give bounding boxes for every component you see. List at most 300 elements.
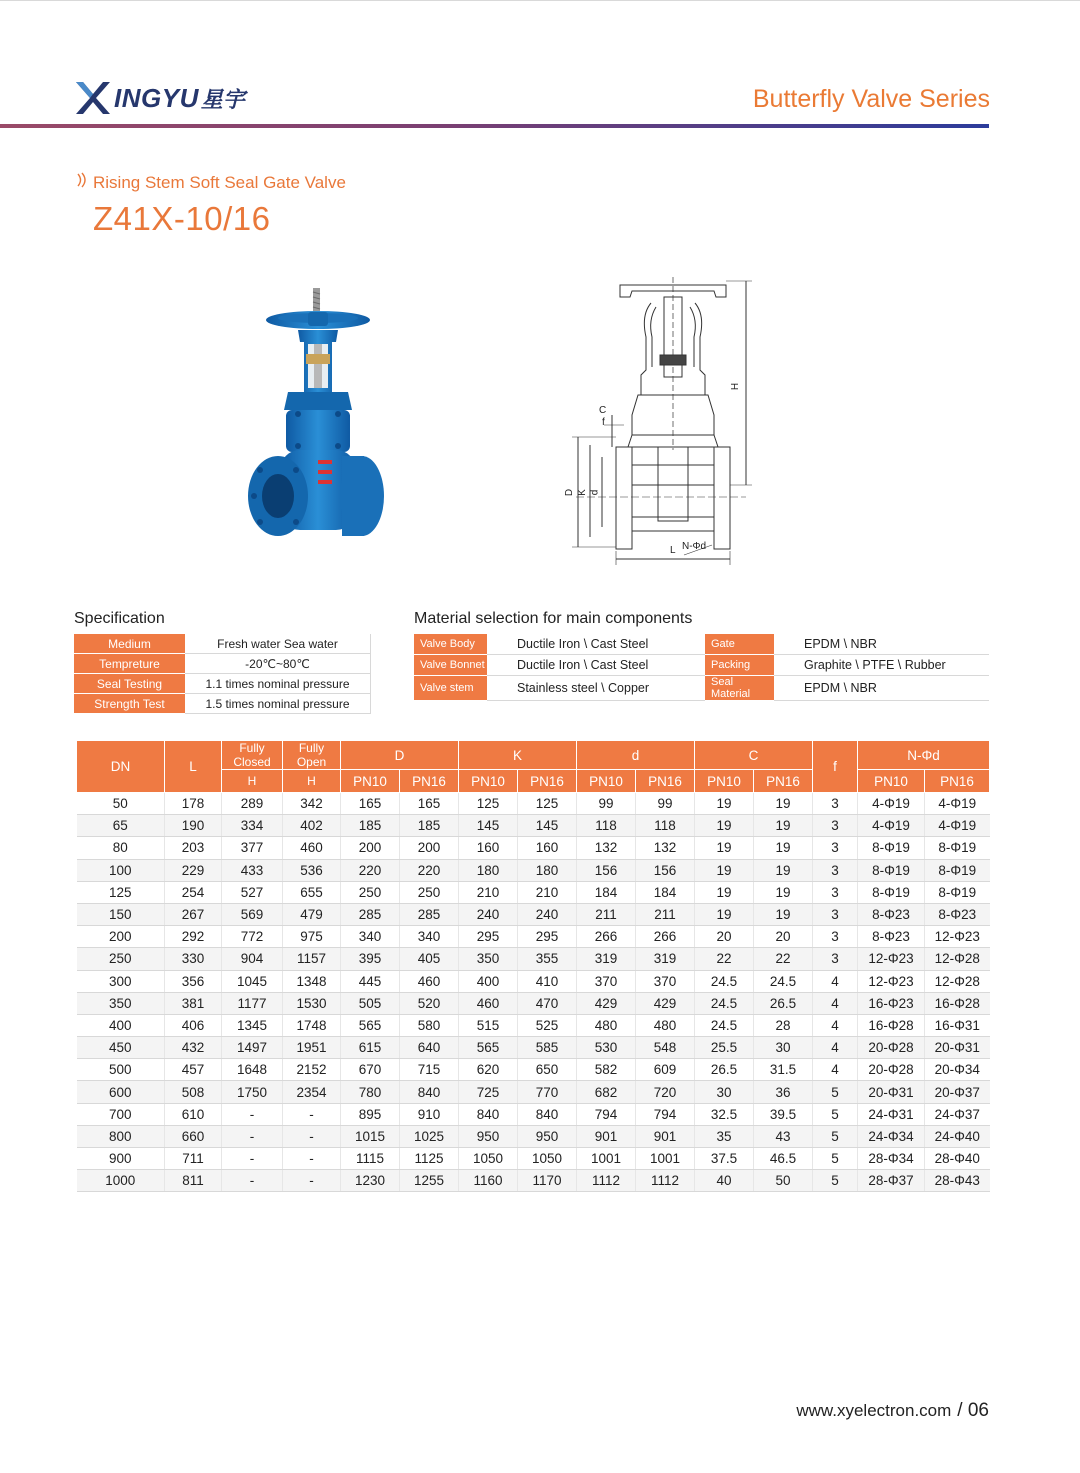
- table-cell: 240: [518, 903, 577, 925]
- table-cell: 1001: [577, 1148, 636, 1170]
- table-cell: 520: [400, 992, 459, 1014]
- table-cell: 3: [813, 926, 858, 948]
- footer: [796, 1400, 989, 1422]
- spec-row: [74, 674, 371, 694]
- spec-label: Seal Testing: [74, 674, 185, 694]
- table-cell: 26.5: [754, 992, 813, 1014]
- table-cell: 479: [283, 903, 341, 925]
- dim-label-d: d: [589, 489, 601, 496]
- table-cell: 24-Φ31: [858, 1103, 925, 1125]
- table-cell: 37.5: [695, 1148, 754, 1170]
- col-D: D: [341, 741, 459, 770]
- table-cell: 210: [459, 881, 518, 903]
- table-row: [77, 1014, 990, 1036]
- table-cell: 165: [341, 793, 400, 815]
- table-cell: 3: [813, 948, 858, 970]
- table-cell: 266: [636, 926, 695, 948]
- table-cell: 460: [283, 837, 341, 859]
- table-cell: 19: [754, 881, 813, 903]
- col-l: L: [165, 741, 222, 793]
- table-cell: 1648: [222, 1059, 283, 1081]
- table-cell: 4: [813, 1014, 858, 1036]
- table-cell: 184: [577, 881, 636, 903]
- table-cell: 4: [813, 970, 858, 992]
- table-cell: 8-Φ23: [858, 926, 925, 948]
- table-cell: 770: [518, 1081, 577, 1103]
- table-cell: 342: [283, 793, 341, 815]
- table-cell: 711: [165, 1148, 222, 1170]
- table-cell: 295: [459, 926, 518, 948]
- table-cell: 30: [695, 1081, 754, 1103]
- table-row: [77, 859, 990, 881]
- table-cell: -: [222, 1170, 283, 1192]
- table-cell: 156: [577, 859, 636, 881]
- table-cell: 720: [636, 1081, 695, 1103]
- table-cell: 1157: [283, 948, 341, 970]
- dim-label-c: C: [599, 405, 607, 416]
- table-cell: 156: [636, 859, 695, 881]
- table-cell: 1050: [518, 1148, 577, 1170]
- table-cell: 5: [813, 1170, 858, 1192]
- col-f: f: [813, 741, 858, 793]
- table-cell: 660: [165, 1125, 222, 1147]
- table-cell: 530: [577, 1037, 636, 1059]
- table-cell: 65: [77, 815, 165, 837]
- table-cell: 432: [165, 1037, 222, 1059]
- dim-label-f: f: [602, 417, 605, 428]
- spec-label: Medium: [74, 634, 185, 654]
- table-cell: 900: [77, 1148, 165, 1170]
- table-cell: 50: [77, 793, 165, 815]
- table-cell: 125: [459, 793, 518, 815]
- table-cell: 200: [341, 837, 400, 859]
- table-cell: 5: [813, 1148, 858, 1170]
- table-cell: 19: [754, 793, 813, 815]
- table-cell: 395: [341, 948, 400, 970]
- table-row: [77, 815, 990, 837]
- table-cell: 254: [165, 881, 222, 903]
- table-cell: 470: [518, 992, 577, 1014]
- table-cell: 125: [518, 793, 577, 815]
- dim-label-D: D: [564, 488, 576, 497]
- table-cell: 250: [341, 881, 400, 903]
- table-cell: 460: [459, 992, 518, 1014]
- table-cell: 1115: [341, 1148, 400, 1170]
- col-d: d: [577, 741, 695, 770]
- table-cell: 640: [400, 1037, 459, 1059]
- table-cell: 267: [165, 903, 222, 925]
- col-pn10: PN10: [341, 770, 400, 793]
- table-cell: -: [222, 1125, 283, 1147]
- table-cell: 16-Φ23: [858, 992, 925, 1014]
- table-cell: 132: [636, 837, 695, 859]
- table-cell: 5: [813, 1081, 858, 1103]
- table-cell: 300: [77, 970, 165, 992]
- table-row: [77, 970, 990, 992]
- table-cell: 8-Φ19: [858, 837, 925, 859]
- table-cell: 210: [518, 881, 577, 903]
- col-C: C: [695, 741, 813, 770]
- table-cell: 319: [577, 948, 636, 970]
- col-K: K: [459, 741, 577, 770]
- table-cell: 220: [400, 859, 459, 881]
- table-row: [77, 1081, 990, 1103]
- col-open-h: H: [283, 770, 341, 793]
- table-cell: 811: [165, 1170, 222, 1192]
- table-cell: 289: [222, 793, 283, 815]
- table-cell: 250: [77, 948, 165, 970]
- table-row: [77, 881, 990, 903]
- table-cell: 505: [341, 992, 400, 1014]
- table-cell: 950: [518, 1125, 577, 1147]
- product-subtitle: [75, 172, 346, 193]
- table-cell: 24.5: [695, 970, 754, 992]
- table-cell: 200: [400, 837, 459, 859]
- spec-table: [74, 634, 371, 714]
- table-cell: 460: [400, 970, 459, 992]
- table-row: [77, 837, 990, 859]
- series-title: Butterfly Valve Series: [752, 85, 990, 113]
- logo-text: INGYU: [114, 82, 199, 113]
- table-cell: -: [283, 1125, 341, 1147]
- table-cell: 24.5: [695, 992, 754, 1014]
- table-cell: 39.5: [754, 1103, 813, 1125]
- table-cell: 20-Φ31: [925, 1037, 990, 1059]
- table-cell: 19: [754, 859, 813, 881]
- table-cell: 1348: [283, 970, 341, 992]
- table-cell: 19: [695, 793, 754, 815]
- table-row: [77, 1170, 990, 1192]
- table-cell: 32.5: [695, 1103, 754, 1125]
- table-cell: 3: [813, 837, 858, 859]
- subtitle-text: Rising Stem Soft Seal Gate Valve: [93, 173, 346, 192]
- material-value: Ductile Iron \ Cast Steel: [487, 655, 705, 676]
- table-cell: 12-Φ23: [858, 948, 925, 970]
- table-cell: 536: [283, 859, 341, 881]
- table-cell: 794: [577, 1103, 636, 1125]
- table-cell: 780: [341, 1081, 400, 1103]
- table-cell: 266: [577, 926, 636, 948]
- table-cell: 28-Φ34: [858, 1148, 925, 1170]
- table-row: [77, 1059, 990, 1081]
- x-mark-icon: [74, 80, 112, 116]
- table-cell: 1112: [577, 1170, 636, 1192]
- table-cell: 620: [459, 1059, 518, 1081]
- table-cell: 615: [341, 1037, 400, 1059]
- table-cell: 1160: [459, 1170, 518, 1192]
- table-cell: 229: [165, 859, 222, 881]
- table-cell: 22: [695, 948, 754, 970]
- col-nd: N-Φd: [858, 741, 990, 770]
- col-pn16: PN16: [400, 770, 459, 793]
- table-cell: 1125: [400, 1148, 459, 1170]
- table-cell: 12-Φ23: [925, 926, 990, 948]
- valve-drawing: [566, 275, 756, 575]
- table-cell: -: [283, 1103, 341, 1125]
- table-cell: 1255: [400, 1170, 459, 1192]
- col-dn: DN: [77, 741, 165, 793]
- col-closed-h: H: [222, 770, 283, 793]
- table-row: [77, 793, 990, 815]
- table-cell: 700: [77, 1103, 165, 1125]
- table-cell: 330: [165, 948, 222, 970]
- table-cell: 20-Φ37: [925, 1081, 990, 1103]
- table-cell: 569: [222, 903, 283, 925]
- table-cell: 145: [459, 815, 518, 837]
- table-cell: 1050: [459, 1148, 518, 1170]
- table-cell: 19: [695, 837, 754, 859]
- table-cell: 20-Φ28: [858, 1037, 925, 1059]
- table-cell: 794: [636, 1103, 695, 1125]
- material-label: Valve Bonnet: [414, 655, 487, 676]
- table-cell: 250: [400, 881, 459, 903]
- table-cell: 5: [813, 1103, 858, 1125]
- table-cell: 8-Φ23: [925, 903, 990, 925]
- table-cell: 12-Φ28: [925, 970, 990, 992]
- table-cell: 334: [222, 815, 283, 837]
- table-cell: 910: [400, 1103, 459, 1125]
- table-cell: 1177: [222, 992, 283, 1014]
- table-cell: 3: [813, 815, 858, 837]
- table-cell: 457: [165, 1059, 222, 1081]
- table-cell: 609: [636, 1059, 695, 1081]
- table-cell: 35: [695, 1125, 754, 1147]
- signal-icon: [75, 172, 93, 193]
- table-cell: 450: [77, 1037, 165, 1059]
- material-value: Stainless steel \ Copper: [487, 676, 705, 701]
- table-cell: 19: [754, 815, 813, 837]
- table-cell: 4: [813, 1059, 858, 1081]
- table-cell: 565: [459, 1037, 518, 1059]
- table-cell: 406: [165, 1014, 222, 1036]
- table-cell: 8-Φ19: [925, 881, 990, 903]
- spec-row: [74, 694, 371, 714]
- table-cell: 16-Φ28: [925, 992, 990, 1014]
- table-cell: 480: [636, 1014, 695, 1036]
- table-cell: 19: [695, 859, 754, 881]
- material-value: Graphite \ PTFE \ Rubber: [774, 655, 989, 676]
- table-cell: 400: [459, 970, 518, 992]
- materials-title: Material selection for main components: [414, 610, 693, 627]
- table-cell: 178: [165, 793, 222, 815]
- materials-table: [414, 634, 989, 701]
- table-cell: 30: [754, 1037, 813, 1059]
- table-cell: 19: [754, 837, 813, 859]
- table-cell: 184: [636, 881, 695, 903]
- table-cell: 203: [165, 837, 222, 859]
- table-cell: 2354: [283, 1081, 341, 1103]
- table-cell: 650: [518, 1059, 577, 1081]
- table-cell: 370: [577, 970, 636, 992]
- table-cell: 895: [341, 1103, 400, 1125]
- table-cell: 433: [222, 859, 283, 881]
- table-cell: 4-Φ19: [858, 793, 925, 815]
- table-cell: 100: [77, 859, 165, 881]
- material-label: Seal Material: [705, 676, 774, 701]
- header-row: [77, 741, 990, 770]
- table-cell: 1230: [341, 1170, 400, 1192]
- table-cell: 356: [165, 970, 222, 992]
- dimension-table: [76, 740, 990, 1192]
- table-cell: 295: [518, 926, 577, 948]
- material-value: Ductile Iron \ Cast Steel: [487, 634, 705, 655]
- table-cell: 600: [77, 1081, 165, 1103]
- table-cell: 975: [283, 926, 341, 948]
- material-label: Gate: [705, 634, 774, 655]
- table-cell: 1497: [222, 1037, 283, 1059]
- table-cell: -: [283, 1148, 341, 1170]
- table-cell: 160: [459, 837, 518, 859]
- table-cell: 99: [636, 793, 695, 815]
- table-cell: 1112: [636, 1170, 695, 1192]
- table-cell: 20: [754, 926, 813, 948]
- table-cell: 901: [636, 1125, 695, 1147]
- table-cell: 125: [77, 881, 165, 903]
- table-cell: 548: [636, 1037, 695, 1059]
- table-cell: 12-Φ23: [858, 970, 925, 992]
- table-cell: 655: [283, 881, 341, 903]
- table-cell: 670: [341, 1059, 400, 1081]
- col-pn16: PN16: [636, 770, 695, 793]
- table-cell: 16-Φ31: [925, 1014, 990, 1036]
- table-cell: 682: [577, 1081, 636, 1103]
- table-cell: 500: [77, 1059, 165, 1081]
- table-cell: 400: [77, 1014, 165, 1036]
- table-cell: 1015: [341, 1125, 400, 1147]
- table-cell: 285: [341, 903, 400, 925]
- table-cell: 19: [695, 815, 754, 837]
- table-cell: 1750: [222, 1081, 283, 1103]
- material-label: Packing: [705, 655, 774, 676]
- table-cell: 350: [459, 948, 518, 970]
- table-cell: 40: [695, 1170, 754, 1192]
- table-cell: 405: [400, 948, 459, 970]
- table-cell: -: [283, 1170, 341, 1192]
- table-cell: 4: [813, 1037, 858, 1059]
- col-pn16: PN16: [518, 770, 577, 793]
- table-cell: 24.5: [695, 1014, 754, 1036]
- table-cell: 99: [577, 793, 636, 815]
- material-row: [414, 676, 989, 701]
- table-cell: 20-Φ34: [925, 1059, 990, 1081]
- valve-photo: [240, 282, 400, 571]
- table-cell: 3: [813, 903, 858, 925]
- table-cell: 350: [77, 992, 165, 1014]
- table-cell: 28-Φ40: [925, 1148, 990, 1170]
- table-cell: 410: [518, 970, 577, 992]
- table-cell: 46.5: [754, 1148, 813, 1170]
- table-cell: 840: [459, 1103, 518, 1125]
- table-cell: 480: [577, 1014, 636, 1036]
- table-cell: 340: [341, 926, 400, 948]
- header-divider: [0, 124, 989, 128]
- table-cell: 160: [518, 837, 577, 859]
- dimension-table-body: [77, 793, 990, 1192]
- table-cell: 20-Φ31: [858, 1081, 925, 1103]
- table-cell: 211: [577, 903, 636, 925]
- table-row: [77, 948, 990, 970]
- table-cell: 525: [518, 1014, 577, 1036]
- table-cell: 8-Φ23: [858, 903, 925, 925]
- table-cell: 190: [165, 815, 222, 837]
- table-cell: 4-Φ19: [925, 793, 990, 815]
- material-value: EPDM \ NBR: [774, 634, 989, 655]
- table-cell: 610: [165, 1103, 222, 1125]
- table-cell: 180: [518, 859, 577, 881]
- table-cell: 3: [813, 793, 858, 815]
- brand-logo: [74, 78, 245, 118]
- table-cell: 1001: [636, 1148, 695, 1170]
- table-row: [77, 1148, 990, 1170]
- table-cell: 580: [400, 1014, 459, 1036]
- spec-label: Strength Test: [74, 694, 185, 714]
- table-row: [77, 1037, 990, 1059]
- table-cell: 1530: [283, 992, 341, 1014]
- table-cell: 24-Φ37: [925, 1103, 990, 1125]
- table-cell: 8-Φ19: [858, 859, 925, 881]
- table-cell: 4-Φ19: [858, 815, 925, 837]
- table-cell: 118: [577, 815, 636, 837]
- col-pn10: PN10: [577, 770, 636, 793]
- footer-url: www.xyelectron.com: [796, 1401, 952, 1420]
- table-cell: 4: [813, 992, 858, 1014]
- table-cell: 19: [754, 903, 813, 925]
- table-cell: 150: [77, 903, 165, 925]
- table-cell: 381: [165, 992, 222, 1014]
- model-number: Z41X-10/16: [93, 200, 271, 237]
- table-cell: 840: [400, 1081, 459, 1103]
- table-cell: 285: [400, 903, 459, 925]
- table-cell: 8-Φ19: [925, 859, 990, 881]
- col-pn10: PN10: [459, 770, 518, 793]
- table-row: [77, 903, 990, 925]
- table-cell: 1025: [400, 1125, 459, 1147]
- table-cell: 585: [518, 1037, 577, 1059]
- table-cell: 25.5: [695, 1037, 754, 1059]
- dim-label-K: K: [576, 489, 588, 496]
- col-pn16: PN16: [754, 770, 813, 793]
- table-cell: 211: [636, 903, 695, 925]
- table-cell: 527: [222, 881, 283, 903]
- table-cell: 1170: [518, 1170, 577, 1192]
- spec-value: 1.1 times nominal pressure: [185, 674, 371, 694]
- col-fully-open: Fully Open: [283, 741, 341, 770]
- table-cell: 340: [400, 926, 459, 948]
- table-cell: 24.5: [754, 970, 813, 992]
- table-cell: 725: [459, 1081, 518, 1103]
- table-cell: 185: [400, 815, 459, 837]
- table-cell: 1045: [222, 970, 283, 992]
- table-cell: 355: [518, 948, 577, 970]
- table-cell: 19: [695, 903, 754, 925]
- top-border: [0, 0, 1080, 1]
- table-cell: 36: [754, 1081, 813, 1103]
- table-cell: 22: [754, 948, 813, 970]
- table-cell: 185: [341, 815, 400, 837]
- col-pn10: PN10: [695, 770, 754, 793]
- table-cell: 50: [754, 1170, 813, 1192]
- material-row: [414, 634, 989, 655]
- material-value: EPDM \ NBR: [774, 676, 989, 701]
- table-cell: -: [222, 1103, 283, 1125]
- spec-label: Tempreture: [74, 654, 185, 674]
- dim-label-H: H: [730, 382, 742, 391]
- spec-title: Specification: [74, 610, 165, 627]
- dim-label-L: L: [670, 545, 676, 556]
- table-cell: 20-Φ28: [858, 1059, 925, 1081]
- dim-label-nd: N-Φd: [682, 541, 707, 552]
- table-cell: 715: [400, 1059, 459, 1081]
